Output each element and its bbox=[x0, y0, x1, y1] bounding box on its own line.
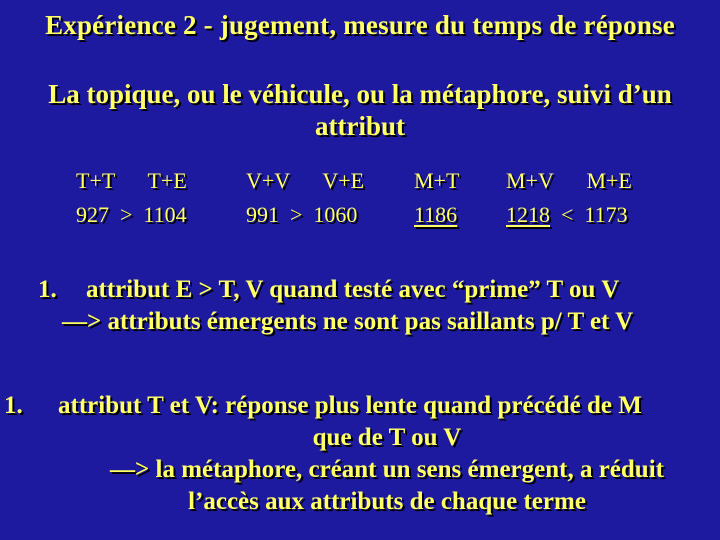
comparison-tt-te bbox=[76, 164, 187, 232]
point-number: 1. bbox=[4, 392, 23, 419]
slide-subtitle: La topique, ou le véhicule, ou la métaphore, suivi d’un attribut bbox=[48, 79, 672, 141]
comparison-value-me: < 1173 bbox=[561, 202, 628, 227]
comparison-labels: T+T T+E bbox=[76, 168, 187, 193]
comparison-values: 1186 bbox=[414, 202, 458, 227]
point-text: que de T ou V bbox=[312, 424, 462, 451]
slide-title: Expérience 2 - jugement, mesure du temps de réponse bbox=[45, 10, 675, 40]
point-2 bbox=[4, 390, 716, 518]
comparison-labels: V+V V+E bbox=[246, 168, 365, 193]
point-1 bbox=[38, 274, 708, 338]
comparison-mv-me bbox=[506, 164, 632, 232]
comparison-values: 991 > 1060 bbox=[246, 202, 358, 227]
point-text: —> la métaphore, créant un sens émergent, a réduit bbox=[110, 456, 664, 483]
point-text: attribut E > T, V quand testé avec “prime” T ou V bbox=[86, 276, 620, 303]
comparison-values bbox=[506, 198, 632, 232]
comparison-labels: M+V M+E bbox=[506, 168, 632, 193]
point-number: 1. bbox=[38, 276, 57, 303]
point-text: attribut T et V: réponse plus lente quand précédé de M bbox=[58, 392, 642, 419]
comparison-vv-ve bbox=[246, 164, 364, 232]
comparison-mt bbox=[414, 164, 459, 232]
comparison-values: 927 > 1104 bbox=[76, 202, 187, 227]
comparison-value-mv: 1218 bbox=[506, 202, 550, 227]
point-text: l’accès aux attributs de chaque terme bbox=[188, 488, 586, 515]
comparison-labels: M+T bbox=[414, 168, 460, 193]
point-text: —> attributs émergents ne sont pas saillants p/ T et V bbox=[62, 308, 634, 335]
